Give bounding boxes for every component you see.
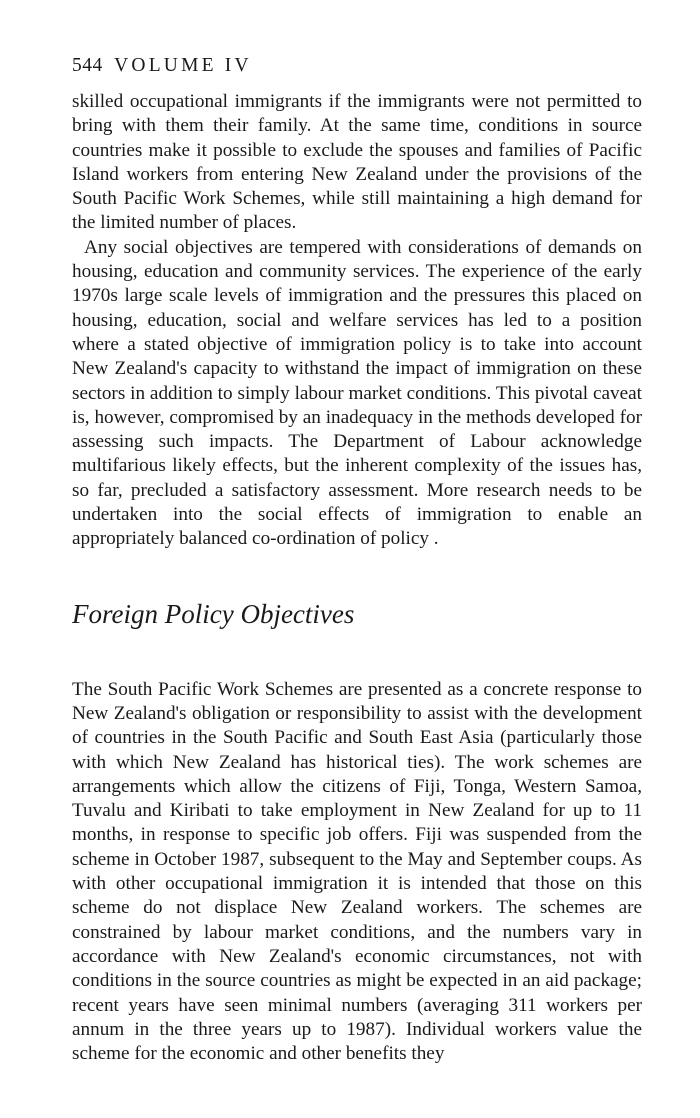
paragraph-continued: skilled occupational immigrants if the immigrants were not permitted to bring with them their family. At the same time, conditions in source countries make it possible to exclude the spouses and families of Pacific Island workers from entering New Zealand under the provisions of the South Pacific Work Schemes, while still maintaining a high demand for the limited number of places. — [72, 91, 642, 234]
document-page — [72, 52, 642, 1066]
section-heading: Foreign Policy Objectives — [72, 598, 355, 629]
volume-label: VOLUME IV — [114, 55, 252, 76]
page-number: 544 — [72, 55, 103, 76]
paragraph-foreign-policy: The South Pacific Work Schemes are presented as a concrete response to New Zealand's obligation or responsibility to assist with the development of countries in the South Pacific and South East Asia (particularly those with which New Zealand has historical ties). The work schemes are arrangements which allow the citizens of Fiji, Tonga, Western Samoa, Tuvalu and Kiribati to take employment in New Zealand for up to 11 months, in response to specific job offers. Fiji was suspended from the scheme in October 1987, subsequent to the May and September coups. As with other occupational immigration it is intended that those on this scheme do not displace New Zealand workers. The schemes are constrained by labour market conditions, and the numbers vary in accordance with New Zealand's economic circumstances, not with conditions in the source countries as might be expected in an aid package; recent years have seen minimal numbers (averaging 311 workers per annum in the three years up to 1987). Individual workers value the scheme for the economic and other benefits they — [72, 678, 642, 1065]
body-text — [72, 90, 642, 1066]
running-head — [72, 52, 642, 80]
paragraph-social-objectives: Any social objectives are tempered with considerations of demands on housing, education and community services. The experience of the early 1970s large scale levels of immigration and the pressures this placed on housing, education, social and welfare services has led to a position where a stated objective of immigration policy is to take into account New Zealand's capacity to withstand the impact of immigration on these sectors in addition to simply labour market conditions. This pivotal caveat is, however, compromised by an inadequacy in the methods developed for assessing such impacts. The Department of Labour acknowledge multifarious likely effects, but the inherent complexity of the issues has, so far, precluded a satisfactory assessment. More research needs to be undertaken into the social effects of immigration to enable an appropriately balanced co-ordination of policy . — [72, 236, 642, 550]
